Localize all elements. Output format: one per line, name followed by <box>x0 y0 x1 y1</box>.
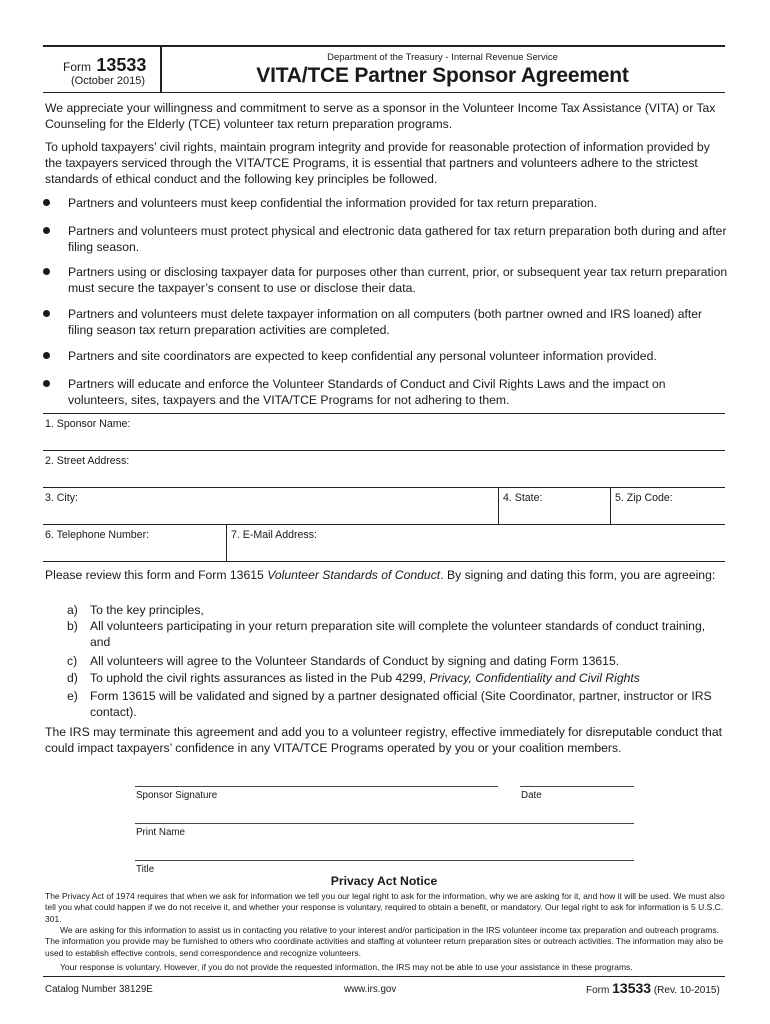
zip-code-label: 5. Zip Code: <box>615 492 673 504</box>
intro-paragraph-2: To uphold taxpayers’ civil rights, maintain program integrity and provide for reasonable protection of information provided by the taxpayers serviced through the VITA/TCE Programs, it is essential that partners and volunteers adhere to the strictest standards of ethical conduct and the following key principles be followed. <box>45 140 710 186</box>
review-lead <box>45 567 725 583</box>
city-field[interactable] <box>43 487 498 524</box>
agreement-item-d <box>90 670 725 686</box>
city-label: 3. City: <box>45 492 78 504</box>
privacy-paragraph-1: The Privacy Act of 1974 requires that when we ask for information we tell you our legal right to ask for the information, why we are asking for it, and how it will be used. We must also tell you what could happen if we do not receive it, and whether your response is voluntary, required to obtain a benefit, or mandatory. Our legal right to ask for information is 5 U.S.C. 301. <box>45 891 725 924</box>
title-label: Title <box>136 864 155 875</box>
agreement-item-d-italic: Privacy, Confidentiality and Civil Rights <box>429 671 640 685</box>
principle-6: Partners will educate and enforce the Volunteer Standards of Conduct and Civil Rights Laws and the impact on volunteers, sites, taxpayers and the VITA/TCE Programs for not adhering to them. <box>68 377 666 407</box>
sponsor-name-label: 1. Sponsor Name: <box>45 418 131 430</box>
agreement-item-d-text: To uphold the civil rights assurances as listed in the Pub 4299, <box>90 671 430 685</box>
street-address-field[interactable] <box>43 450 725 487</box>
principle-4: Partners and volunteers must delete taxpayer information on all computers (both partner owned and IRS loaned) after filing season tax return preparation activities are completed. <box>68 307 703 337</box>
sponsor-signature-label: Sponsor Signature <box>136 790 218 801</box>
telephone-label: 6. Telephone Number: <box>45 529 150 541</box>
bullet-icon <box>43 199 50 206</box>
review-lead-italic: Volunteer Standards of Conduct <box>267 568 441 582</box>
closing-paragraph: The IRS may terminate this agreement and add you to a volunteer registry, effective immediately for disreputable conduct that could impact taxpayers’ confidence in any VITA/TCE Programs operated by you or your coalition members. <box>45 725 722 755</box>
title-line[interactable] <box>135 860 634 861</box>
print-name-line[interactable] <box>135 823 634 824</box>
irs-website-link[interactable]: www.irs.gov <box>344 984 397 995</box>
intro-paragraph-1: We appreciate your willingness and commitment to serve as a sponsor in the Volunteer Income Tax Assistance (VITA) or Tax Counseling for the Elderly (TCE) volunteer tax return preparation programs. <box>45 101 716 131</box>
footer-form-id <box>586 980 720 996</box>
street-address-label: 2. Street Address: <box>45 455 130 467</box>
print-name-label: Print Name <box>136 827 185 838</box>
catalog-number: Catalog Number 38129E <box>45 984 153 995</box>
list-letter: d) <box>67 671 78 685</box>
footer-form-number: 13533 <box>612 980 652 996</box>
principle-2: Partners and volunteers must protect physical and electronic data gathered for tax return preparation both during and after filing season. <box>68 224 727 254</box>
review-lead-text: Please review this form and Form 13615 <box>45 568 268 582</box>
zip-code-field[interactable] <box>611 487 725 524</box>
state-label: 4. State: <box>503 492 543 504</box>
privacy-paragraph-2: We are asking for this information to assist us in contacting you relative to your interest and/or participation in the IRS volunteer income tax preparation and outreach programs. The information you provide may be furnished to others who coordinate activities and staffing at volunteer return preparation sites or outreach activities. The information may also be used to establish effective controls, send correspondence and recognize volunteers. <box>45 925 724 958</box>
agreement-item-c: All volunteers will agree to the Volunteer Standards of Conduct by signing and dating Form 13615. <box>90 654 620 668</box>
footer-revision: (Rev. 10-2015) <box>653 985 720 996</box>
principle-5: Partners and site coordinators are expected to keep confidential any personal volunteer information provided. <box>68 349 657 363</box>
field-rule <box>43 561 725 562</box>
agreement-item-b: All volunteers participating in your return preparation site will complete the volunteer standards of conduct training, and <box>90 619 706 649</box>
form-number-label <box>63 55 146 76</box>
header-bottom-rule <box>43 92 725 93</box>
list-letter: b) <box>67 619 78 633</box>
email-field[interactable] <box>227 524 725 561</box>
state-field[interactable] <box>499 487 610 524</box>
privacy-paragraph-3: Your response is voluntary. However, if you do not provide the requested information, the IRS may not be able to use your assistance in these programs. <box>60 962 633 972</box>
date-line[interactable] <box>520 786 634 787</box>
footer-rule <box>43 976 725 977</box>
bullet-icon <box>43 227 50 234</box>
form-date: (October 2015) <box>71 75 145 87</box>
agreement-item-a: To the key principles, <box>90 603 204 617</box>
bullet-icon <box>43 310 50 317</box>
form-title: VITA/TCE Partner Sponsor Agreement <box>256 64 629 87</box>
sponsor-name-field[interactable] <box>43 413 725 450</box>
principle-3: Partners using or disclosing taxpayer data for purposes other than current, prior, or subsequent year tax return preparation must secure the taxpayer’s consent to use or disclose their data. <box>68 265 728 295</box>
sponsor-signature-line[interactable] <box>135 786 498 787</box>
header-top-rule <box>43 45 725 47</box>
form-word: Form <box>63 60 91 74</box>
privacy-heading: Privacy Act Notice <box>330 874 438 888</box>
list-letter: a) <box>67 603 78 617</box>
review-lead-text-end: . By signing and dating this form, you are agreeing: <box>440 568 716 582</box>
list-letter: e) <box>67 689 78 703</box>
bullet-icon <box>43 352 50 359</box>
telephone-field[interactable] <box>43 524 226 561</box>
agency-name: Department of the Treasury - Internal Revenue Service <box>327 52 558 63</box>
form-number: 13533 <box>96 55 147 75</box>
agreement-item-e: Form 13615 will be validated and signed by a partner designated official (Site Coordinator, partner, instructor or IRS contact). <box>90 689 712 719</box>
footer-form-word: Form <box>586 985 610 996</box>
email-label: 7. E-Mail Address: <box>231 529 317 541</box>
list-letter: c) <box>67 654 78 668</box>
date-label: Date <box>521 790 542 801</box>
bullet-icon <box>43 380 50 387</box>
principle-1: Partners and volunteers must keep confidential the information provided for tax return preparation. <box>68 196 598 210</box>
bullet-icon <box>43 268 50 275</box>
